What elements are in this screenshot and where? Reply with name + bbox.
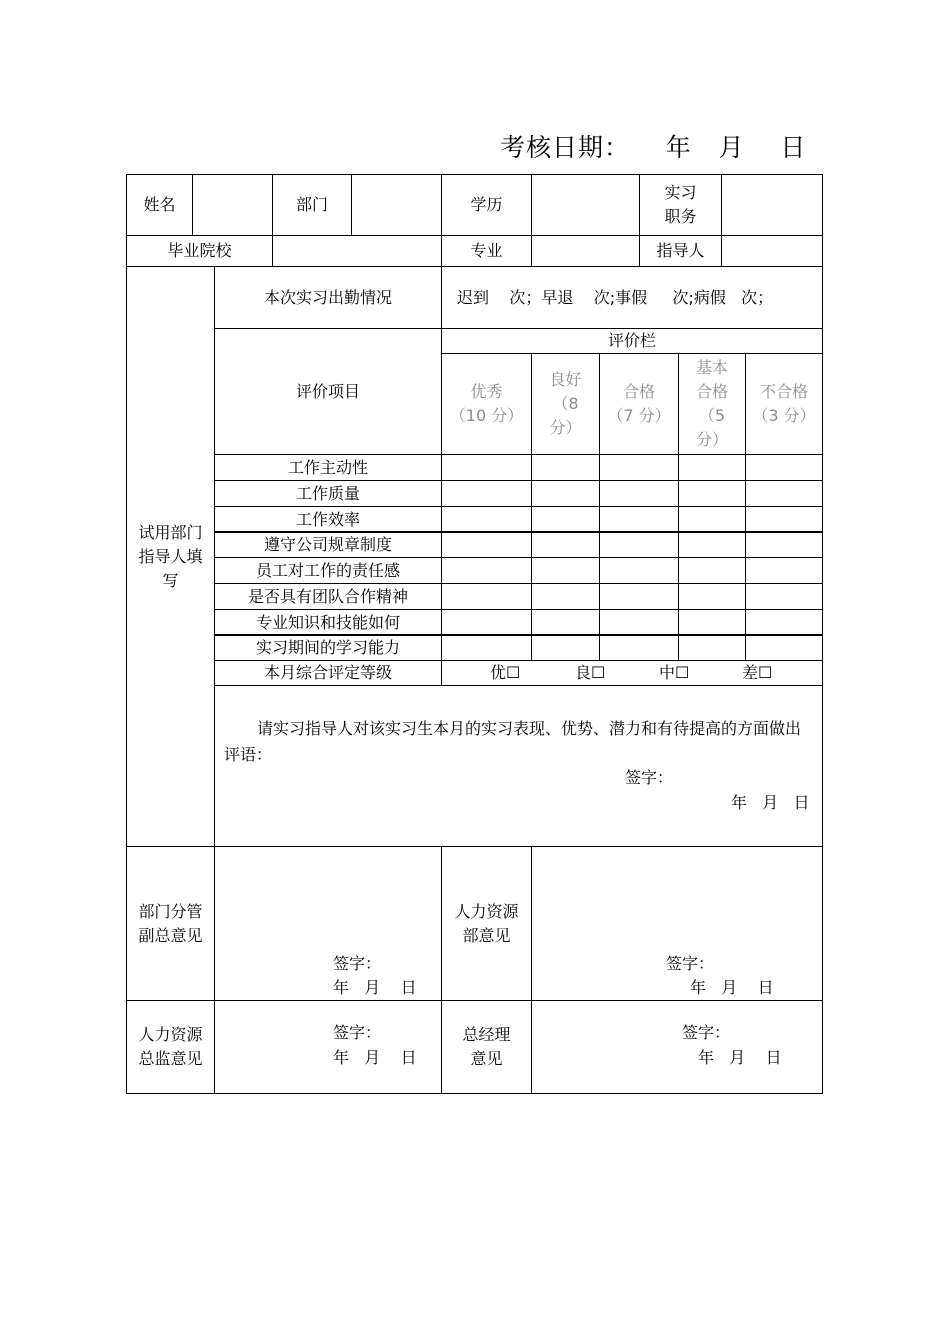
comment-prompt: 请实习指导人对该实习生本月的实习表现、优势、潜力和有待提高的方面做出评语： (224, 719, 802, 764)
overall-option-good[interactable]: 良☐ (575, 663, 606, 682)
grade-excellent: 优秀 （10 分） (441, 353, 532, 455)
eval-score-cell-excellent[interactable] (441, 634, 532, 661)
mentor-label: 指导人 (639, 235, 722, 267)
eval-item-label-cell: 工作质量 (214, 480, 442, 507)
overall-label: 本月综合评定等级 (214, 660, 442, 686)
hr-director-date: 年 月 日 (333, 1048, 417, 1067)
comment-date: 年 月 日 (731, 793, 810, 812)
eval-score-cell-pass[interactable] (599, 531, 679, 558)
position-field[interactable] (721, 174, 823, 236)
comment-sign-label: 签字： (625, 768, 674, 787)
eval-score-cell-excellent[interactable] (441, 480, 532, 507)
eval-score-cell-basic-pass[interactable] (678, 557, 746, 584)
hr-director-label: 人力资源 总监意见 (126, 1000, 215, 1094)
school-field[interactable] (272, 235, 442, 267)
overall-option-medium[interactable]: 中☐ (659, 663, 690, 682)
evaluation-form-table (126, 174, 823, 1094)
major-field[interactable] (531, 235, 640, 267)
gm-sign-label: 签字： (682, 1023, 731, 1042)
name-label: 姓名 (126, 174, 193, 236)
eval-score-cell-pass[interactable] (599, 583, 679, 610)
eval-score-cell-fail[interactable] (745, 531, 823, 558)
gm-date: 年 月 日 (698, 1048, 782, 1067)
eval-score-cell-excellent[interactable] (441, 454, 532, 481)
eval-score-cell-basic-pass[interactable] (678, 454, 746, 481)
gm-label: 总经理 意见 (441, 1000, 532, 1094)
eval-score-cell-excellent[interactable] (441, 506, 532, 533)
education-field[interactable] (531, 174, 640, 236)
eval-item-label-cell: 遵守公司规章制度 (214, 531, 442, 558)
grade-fail: 不合格 （3 分） (745, 353, 823, 455)
eval-score-cell-good[interactable] (531, 634, 600, 661)
overall-options-cell (441, 660, 823, 686)
dept-vp-date: 年 月 日 (333, 978, 417, 997)
mentor-field[interactable] (721, 235, 823, 267)
grade-good: 良好 （8 分） (531, 353, 600, 455)
eval-score-cell-pass[interactable] (599, 454, 679, 481)
eval-score-cell-good[interactable] (531, 531, 600, 558)
eval-score-cell-fail[interactable] (745, 454, 823, 481)
eval-score-cell-excellent[interactable] (441, 583, 532, 610)
eval-item-label-cell: 工作主动性 (214, 454, 442, 481)
position-label: 实习 职务 (639, 174, 722, 236)
eval-score-cell-excellent[interactable] (441, 531, 532, 558)
dept-vp-label: 部门分管 副总意见 (126, 846, 215, 1001)
major-label: 专业 (441, 235, 532, 267)
gm-opinion-cell[interactable] (531, 1000, 823, 1094)
grade-basic-pass: 基本 合格 （5 分） (678, 353, 746, 455)
eval-score-cell-basic-pass[interactable] (678, 583, 746, 610)
dept-vp-sign-label: 签字： (333, 954, 382, 973)
comment-cell[interactable] (214, 685, 823, 847)
hr-dept-date: 年 月 日 (690, 978, 774, 997)
eval-score-cell-excellent[interactable] (441, 609, 532, 636)
dept-field[interactable] (351, 174, 442, 236)
eval-score-cell-fail[interactable] (745, 609, 823, 636)
eval-score-cell-good[interactable] (531, 480, 600, 507)
eval-score-cell-good[interactable] (531, 583, 600, 610)
eval-score-cell-good[interactable] (531, 506, 600, 533)
hr-director-sign-label: 签字： (333, 1023, 382, 1042)
eval-score-cell-fail[interactable] (745, 480, 823, 507)
eval-score-cell-good[interactable] (531, 609, 600, 636)
eval-score-cell-basic-pass[interactable] (678, 480, 746, 507)
eval-score-cell-pass[interactable] (599, 634, 679, 661)
eval-score-cell-basic-pass[interactable] (678, 531, 746, 558)
page-title: 考核日期： 年 月 日 (500, 133, 807, 162)
eval-score-cell-basic-pass[interactable] (678, 609, 746, 636)
eval-item-label-cell: 专业知识和技能如何 (214, 609, 442, 636)
eval-score-cell-fail[interactable] (745, 634, 823, 661)
eval-column-label: 评价栏 (441, 328, 823, 354)
education-label: 学历 (441, 174, 532, 236)
grade-pass: 合格 （7 分） (599, 353, 679, 455)
section-label: 试用部门 指导人填 写 (126, 266, 215, 847)
hr-dept-label: 人力资源 部意见 (441, 846, 532, 1001)
eval-score-cell-good[interactable] (531, 454, 600, 481)
eval-score-cell-basic-pass[interactable] (678, 506, 746, 533)
eval-score-cell-pass[interactable] (599, 480, 679, 507)
attendance-field[interactable] (441, 266, 823, 329)
eval-score-cell-fail[interactable] (745, 557, 823, 584)
eval-score-cell-pass[interactable] (599, 506, 679, 533)
dept-label: 部门 (272, 174, 352, 236)
attendance-label: 本次实习出勤情况 (214, 266, 442, 329)
overall-option-excellent[interactable]: 优☐ (490, 663, 521, 682)
eval-score-cell-pass[interactable] (599, 609, 679, 636)
eval-item-label-cell: 是否具有团队合作精神 (214, 583, 442, 610)
eval-score-cell-fail[interactable] (745, 506, 823, 533)
eval-item-label-cell: 实习期间的学习能力 (214, 634, 442, 661)
eval-item-label-cell: 员工对工作的责任感 (214, 557, 442, 584)
eval-score-cell-good[interactable] (531, 557, 600, 584)
eval-score-cell-excellent[interactable] (441, 557, 532, 584)
name-field[interactable] (192, 174, 273, 236)
attendance-text: 迟到 次；早退 次;事假 次;病假 次； (457, 287, 774, 307)
eval-item-label: 评价项目 (214, 328, 442, 455)
dept-vp-opinion-cell[interactable] (214, 846, 442, 1001)
eval-item-label-cell: 工作效率 (214, 506, 442, 533)
overall-option-poor[interactable]: 差☐ (742, 663, 773, 682)
hr-dept-sign-label: 签字： (666, 954, 715, 973)
eval-score-cell-pass[interactable] (599, 557, 679, 584)
eval-score-cell-fail[interactable] (745, 583, 823, 610)
hr-director-opinion-cell[interactable] (214, 1000, 442, 1094)
school-label: 毕业院校 (126, 235, 273, 267)
hr-dept-opinion-cell[interactable] (531, 846, 823, 1001)
eval-score-cell-basic-pass[interactable] (678, 634, 746, 661)
